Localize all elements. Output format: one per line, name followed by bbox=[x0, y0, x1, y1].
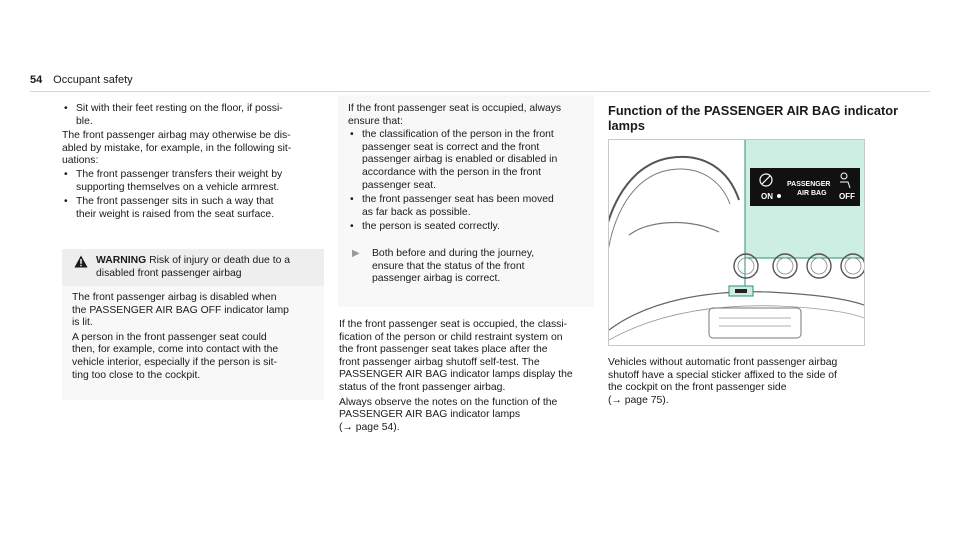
svg-text:ON: ON bbox=[761, 192, 773, 201]
warning-paragraph: The front passenger airbag is disabled when the PASSENGER AIR BAG OFF indicator lamp is lit. bbox=[72, 292, 289, 329]
column-2 bbox=[339, 319, 595, 434]
list-item: • Sit with their feet resting on the floor, if possi- ble. bbox=[62, 103, 322, 128]
info-intro: If the front passenger seat is occupied, always ensure that: bbox=[348, 103, 562, 127]
subsection-title: Function of the PASSENGER AIR BAG indicator lamps bbox=[608, 103, 899, 133]
list-item: • the front passenger seat has been moved as far back as possible. bbox=[348, 194, 584, 219]
page-number: 54 bbox=[30, 74, 43, 86]
page-header bbox=[30, 74, 133, 88]
paragraph: Always observe the notes on the function of the PASSENGER AIR BAG indicator lamps (→ page 54). bbox=[339, 396, 558, 433]
warning-paragraph: A person in the front passenger seat could then, for example, come into contact with the vehicle interior, especially if the person is sit- ting too close to the cockpit. bbox=[72, 331, 279, 381]
svg-text:PASSENGER: PASSENGER bbox=[787, 181, 831, 188]
paragraph: If the front passenger seat is occupied, the classi- fication of the person or child restraint system on the front passenger seat takes place after the front passenger airbag shutoff self-test. The PASSENGER AIR BAG indicator lamps display the status of the front passenger airbag. bbox=[339, 319, 573, 393]
list-item: • The front passenger transfers their weight by supporting themselves on a vehicle armrest. bbox=[62, 169, 322, 194]
svg-text:OFF: OFF bbox=[839, 192, 855, 201]
header-rule bbox=[30, 91, 930, 92]
warning-body bbox=[62, 286, 324, 400]
warning-box bbox=[62, 249, 324, 400]
figure-caption: Vehicles without automatic front passenger airbag shutoff have a special sticker affixed to the side of the cockpit on the front passenger side (→ page 75). bbox=[608, 357, 838, 406]
cockpit-illustration bbox=[608, 139, 865, 346]
list-item: • the person is seated correctly. bbox=[348, 221, 584, 234]
play-arrow-icon: ▶ bbox=[352, 247, 360, 259]
svg-text:AIR BAG: AIR BAG bbox=[797, 190, 827, 197]
warning-header bbox=[62, 249, 324, 286]
warning-title: WARNING bbox=[96, 255, 147, 266]
section-title: Occupant safety bbox=[53, 74, 133, 86]
info-box bbox=[338, 95, 594, 307]
instruction-step: ▶ Both before and during the journey, ensure that the status of the front passenger airbag is correct. bbox=[352, 247, 535, 285]
paragraph: The front passenger airbag may otherwise be dis- abled by mistake, for example, in the following sit- uations: bbox=[62, 130, 292, 167]
column-1 bbox=[62, 103, 322, 221]
warning-triangle-icon bbox=[74, 255, 88, 273]
list-item: • The front passenger sits in such a way that their weight is raised from the seat surface. bbox=[62, 196, 322, 221]
list-item: • the classification of the person in the front passenger seat is correct and the front passenger airbag is enabled or disabled in accordance with the person in the front passenger seat. bbox=[348, 129, 584, 192]
warning-headline: Risk of injury or death due to a disabled front passenger airbag bbox=[96, 255, 291, 279]
